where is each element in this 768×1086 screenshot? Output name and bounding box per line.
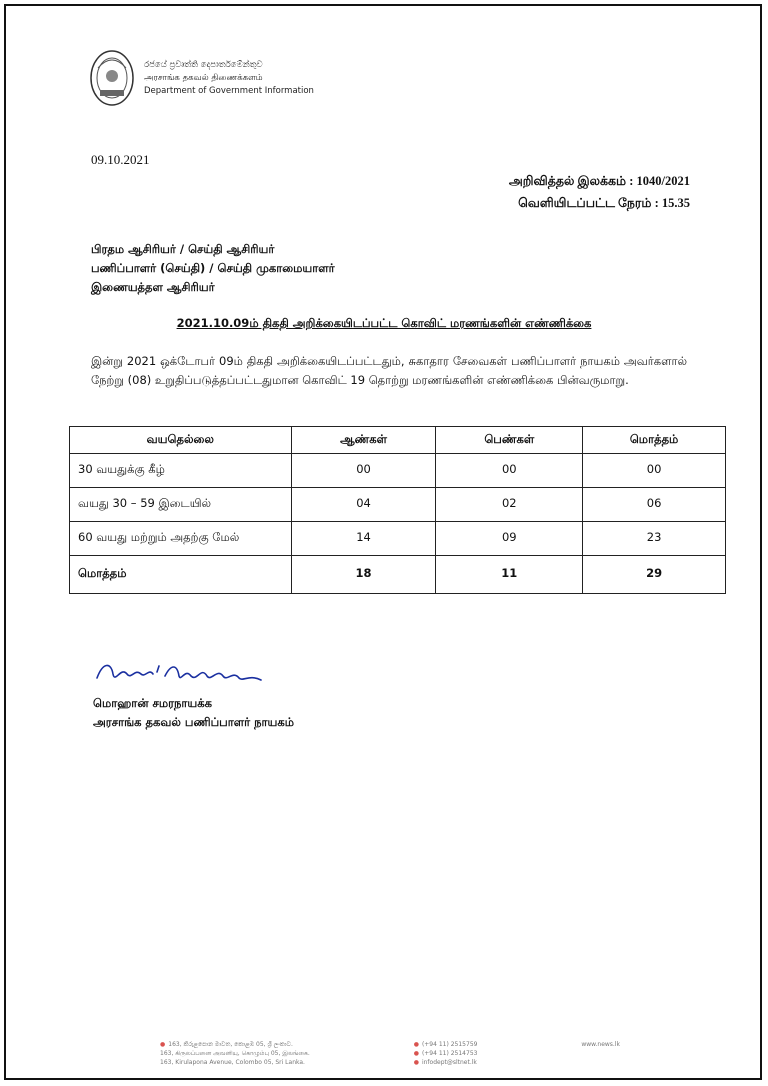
footer-address-line: 163, கிருலப்பனை அவனியு, கொழும்பு 05, இலங்கை. [160, 1050, 310, 1057]
footer-address-line: 163, කිරුළපොන මාවත, කොළඹ 05, ශ්‍රී ලංකාව. [168, 1041, 293, 1048]
age-group-cell: 60 வயது மற்றும் அதற்கு மேல் [70, 522, 292, 556]
header-english: Department of Government Information [144, 85, 314, 96]
column-header: வயதெல்லை [70, 427, 292, 454]
male-cell: 00 [291, 454, 436, 488]
document-heading: 2021.10.09ம் திகதி அறிக்கையிடப்பட்ட கொவிட் மரணங்களின் எண்ணிக்கை [176, 316, 592, 330]
reference-block [509, 170, 690, 214]
recipient-line: பிரதம ஆசிரியர் / செய்தி ஆசிரியர் [91, 242, 275, 256]
signatory-title: அரசாங்க தகவல் பணிப்பாளர் நாயகம் [93, 715, 294, 729]
male-cell: 04 [291, 488, 436, 522]
table-total-row [70, 556, 726, 594]
document-date: 09.10.2021 [91, 152, 150, 167]
intro-paragraph: இன்று 2021 ஒக்டோபர் 09ம் திகதி அறிக்கையிடப்பட்டதும், சுகாதார சேவைகள் பணிப்பாளர் நாயகம் அவர்களால் நேற்று (08) உறுதிப்படுத்தப்பட்டதுமான கொவிட் 19 தொற்று மரணங்களின் எண்ணிக்கை பின்வருமாறு. [91, 354, 687, 387]
total-cell: 23 [583, 522, 726, 556]
recipient-line: இணையத்தள ஆசிரியர் [91, 280, 215, 294]
column-header: ஆண்கள் [291, 427, 436, 454]
release-time-value: 15.35 [661, 196, 690, 210]
header-tamil: அரசாங்க தகவல் திணைக்களம் [144, 72, 263, 83]
footer-website: www.news.lk [581, 1041, 620, 1048]
male-cell: 14 [291, 522, 436, 556]
grand-total-cell: 29 [583, 556, 726, 594]
footer-email: infodept@sltnet.lk [421, 1059, 477, 1066]
table-row [70, 522, 726, 556]
footer-contacts: ● (+94 11) 2515759 ● (+94 11) 2514753 ● infodept@sltnet.lk [413, 1041, 478, 1066]
emblem-icon [88, 48, 136, 108]
recipients [91, 240, 335, 297]
footer-address-line: 163, Kirulapona Avenue, Colombo 05, Sri Lanka. [160, 1059, 305, 1066]
footer-fax: (+94 11) 2514753 [421, 1050, 478, 1057]
footer-address: ● 163, කිරුළපොන මාවත, කොළඹ 05, ශ්‍රී ලංකාව. 163, கிருலப்பனை அவனியு, கொழும்பு 05, இலங்கை. 163, Kirulapona Avenue, Colombo 05, Sri Lanka. [160, 1041, 310, 1066]
total-label-cell: மொத்தம் [70, 556, 292, 594]
female-cell: 09 [436, 522, 583, 556]
release-time-label: வெளியிடப்பட்ட நேரம் : [518, 196, 659, 210]
table-header-row [70, 427, 726, 454]
total-cell: 06 [583, 488, 726, 522]
signatory-block [93, 694, 294, 732]
deaths-table [69, 426, 726, 594]
header-sinhala: රජයේ ප්‍රවෘත්ති දෙපාර්තමේන්තුව [144, 59, 263, 70]
female-total-cell: 11 [436, 556, 583, 594]
female-cell: 02 [436, 488, 583, 522]
column-header: பெண்கள் [436, 427, 583, 454]
female-cell: 00 [436, 454, 583, 488]
department-logo [88, 48, 314, 108]
table-row [70, 488, 726, 522]
signatory-name: மொஹான் சமரநாயக்க [93, 696, 212, 710]
column-header: மொத்தம் [583, 427, 726, 454]
recipient-line: பணிப்பாளர் (செய்தி) / செய்தி முகாமையாளர் [91, 261, 335, 275]
reference-number-label: அறிவித்தல் இலக்கம் : [508, 174, 634, 188]
age-group-cell: 30 வயதுக்கு கீழ் [70, 454, 292, 488]
age-group-cell: வயது 30 – 59 இடையில் [70, 488, 292, 522]
footer-phone: (+94 11) 2515759 [421, 1041, 478, 1048]
table-row [70, 454, 726, 488]
letterhead-footer [160, 1040, 620, 1067]
total-cell: 00 [583, 454, 726, 488]
male-total-cell: 18 [291, 556, 436, 594]
reference-number-value: 1040/2021 [636, 174, 690, 188]
footer-web [581, 1040, 620, 1067]
signature [93, 656, 273, 692]
